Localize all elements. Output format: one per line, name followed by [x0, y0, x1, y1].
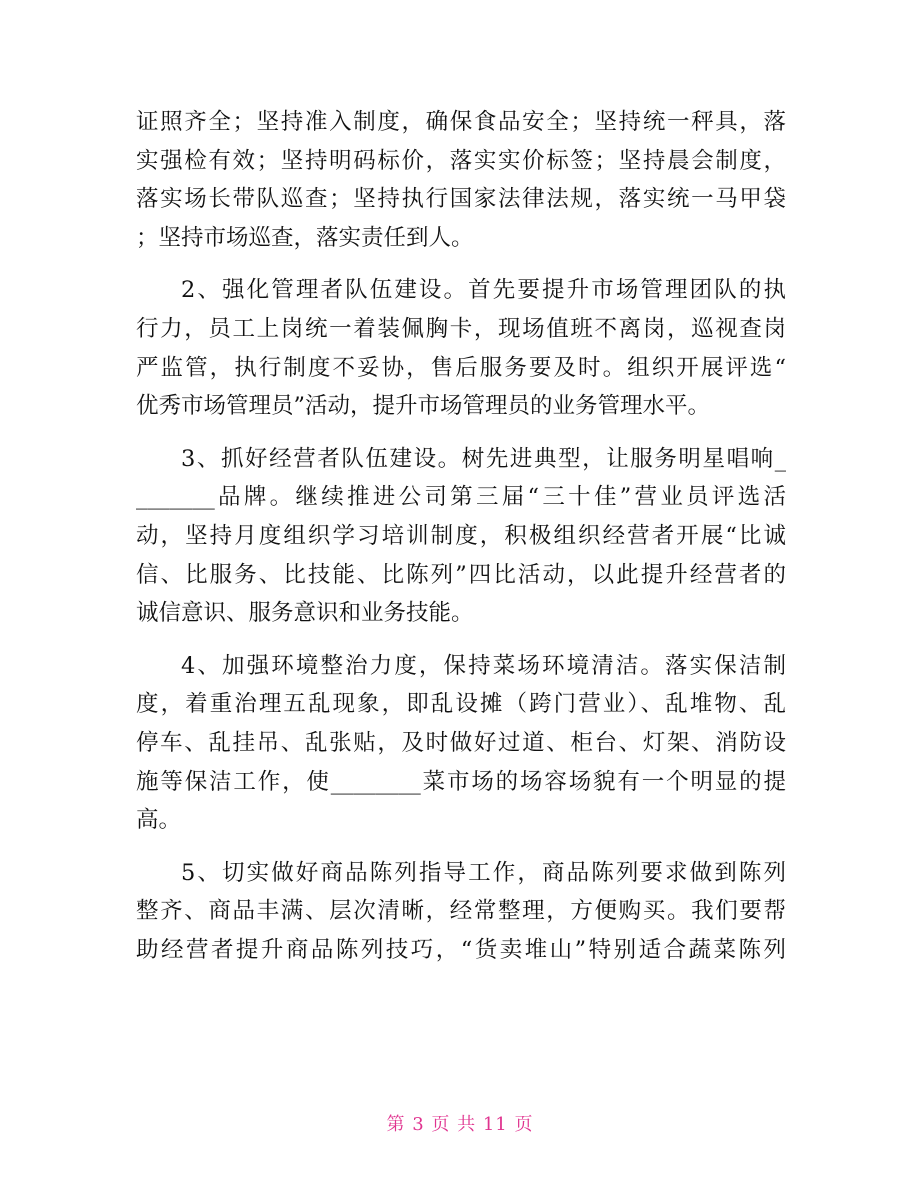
paragraph-1 — [136, 103, 786, 257]
page-number-footer: 第 3 页 共 11 页 — [386, 1114, 534, 1135]
text-line: 实强检有效；坚持明码标价，落实实价标签；坚持晨会制度， — [136, 147, 786, 174]
text-line: 停车、乱挂吊、乱张贴，及时做好过道、柜台、灯架、消防设 — [136, 729, 786, 756]
body-text — [136, 103, 786, 969]
text-line: 信、比服务、比技能、比陈列”四比活动，以此提升经营者的 — [136, 561, 786, 588]
text-line: ；坚持市场巡查，落实责任到人。 — [136, 224, 474, 251]
text-line: 整齐、商品丰满、层次清晰，经常整理，方便购买。我们要帮 — [136, 898, 786, 925]
text-line: 严监管，执行制度不妥协，售后服务要及时。组织开展评选“ — [136, 354, 786, 381]
text-line: 动，坚持月度组织学习培训制度，积极组织经营者开展“比诚 — [136, 522, 786, 549]
text-line: 行力，员工上岗统一着装佩胸卡，现场值班不离岗，巡视查岗 — [136, 315, 786, 342]
text-line: 4、加强环境整治力度，保持菜场环境清洁。落实保洁制 — [181, 652, 786, 679]
text-line: 3、抓好经营者队伍建设。树先进典型，让服务明星唱响_ — [181, 445, 786, 472]
text-line: _______品牌。继续推进公司第三届“三十佳”营业员评选活 — [136, 484, 786, 511]
text-line: 落实场长带队巡查；坚持执行国家法律法规，落实统一马甲袋 — [136, 186, 786, 213]
text-line: 证照齐全；坚持准入制度，确保食品安全；坚持统一秤具，落 — [136, 109, 786, 135]
paragraph-2 — [136, 271, 786, 425]
text-line: 优秀市场管理员”活动，提升市场管理员的业务管理水平。 — [136, 393, 711, 420]
text-line: 施等保洁工作，使________菜市场的场容场貌有一个明显的提 — [136, 768, 786, 795]
text-line: 助经营者提升商品陈列技巧，“货卖堆山”特别适合蔬菜陈列 — [136, 936, 786, 963]
paragraph-4 — [136, 647, 786, 840]
paragraph-3 — [136, 440, 786, 633]
text-line: 诚信意识、服务意识和业务技能。 — [136, 600, 474, 627]
text-line: 2、强化管理者队伍建设。首先要提升市场管理团队的执 — [181, 277, 786, 304]
text-line: 高。 — [136, 807, 182, 834]
paragraph-5 — [136, 854, 786, 970]
text-line: 度，着重治理五乱现象，即乱设摊（跨门营业）、乱堆物、乱 — [136, 691, 786, 718]
text-line: 5、切实做好商品陈列指导工作，商品陈列要求做到陈列 — [181, 859, 786, 886]
